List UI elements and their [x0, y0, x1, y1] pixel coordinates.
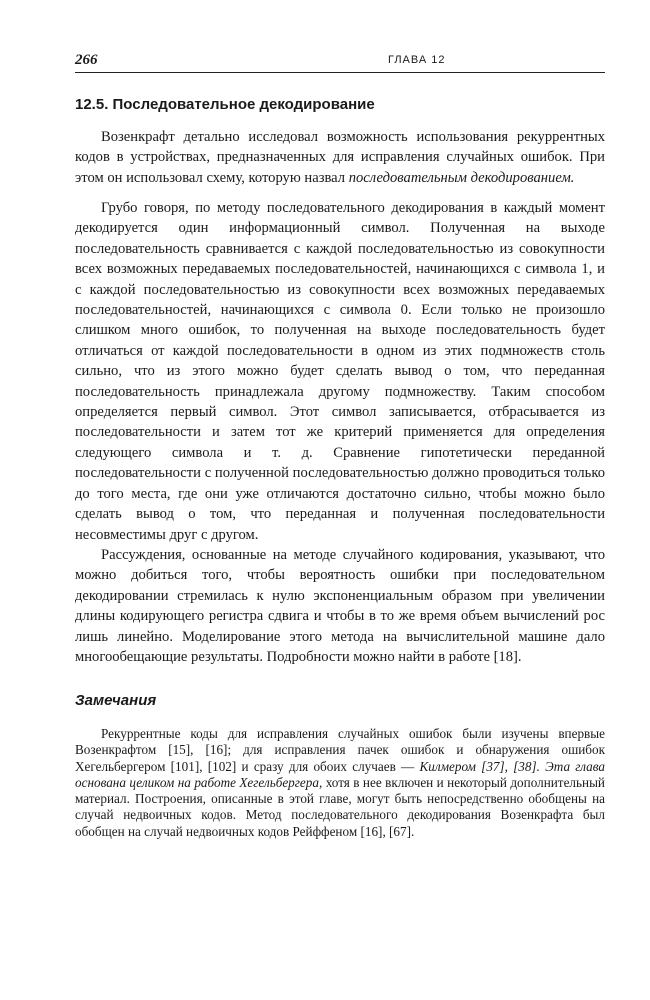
- notes-emphasis: Килмером [37], [38]. Эта глава основана целиком на работе Хегельбергера,: [75, 758, 605, 790]
- notes-tail: хотя в нее включен и некоторый дополнительный материал. Построения, описанные в этой главе, могут быть непосредственно обобщены на случай недвоичных кодов. Метод последовательного декодирования Возенкрафта был обобщен на случай недвоичных кодов Рейффеном [16], [67].: [75, 774, 605, 839]
- paragraph-1: [75, 127, 605, 188]
- notes-heading: Замечания: [75, 692, 157, 709]
- page-header: [75, 52, 605, 73]
- paragraph-2: Грубо говоря, по методу последовательного декодирования в каждый момент декодируется один информационный символ. Полученная на выходе последовательность сравнивается с каждой последовательностью из совокупности всех возможных передаваемых последовательностей, начинающихся с символа 1, и с каждой последовательностью из совокупности всех возможных передаваемых последовательностей, начинающихся с символа 0. Если только не произошло слишком много ошибок, то полученная на выходе последовательность будет отличаться от каждой последовательности в одном из этих подмножеств столь сильно, что из этого можно будет сделать вывод о том, что переданная последовательность принадлежала другому подмножеству. Таким способом определяется первый символ. Этот символ записывается, отбрасывается из последовательности и затем тот же критерий применяется для определения следующего символа и т. д. Сравнение гипотетически переданной последовательности с полученной последовательностью должно проводиться только до того места, где они уже отличаются достаточно сильно, чтобы можно было сделать вывод о том, что переданная и полученная последовательности несовместимы друг с другом.: [75, 200, 605, 543]
- paragraph-3: Рассуждения, основанные на методе случайного кодирования, указывают, что можно добиться того, чтобы вероятность ошибки при последовательном декодировании стремилась к нулю экспоненциальным образом при увеличении длины кодирующего регистра сдвига и чтобы в то же время объем вычислений рос лишь линейно. Моделирование этого метода на вычислительной машине дало многообещающие результаты. Подробности можно найти в работе [18].: [75, 547, 605, 666]
- notes-paragraph: [75, 726, 605, 840]
- paragraph-1-emphasis: последовательным декодированием.: [348, 169, 575, 186]
- section-heading: 12.5. Последовательное декодирование: [75, 96, 375, 113]
- running-head: ГЛАВА 12: [388, 54, 446, 66]
- paragraph-1-text: Возенкрафт детально исследовал возможность использования рекуррентных кодов в устройствах, предназначенных для исправления случайных ошибок. При этом он использовал схему, которую назвал: [75, 129, 605, 186]
- page-number: 266: [75, 52, 98, 68]
- notes-text: Рекуррентные коды для исправления случайных ошибок были изучены впервые Возенкрафтом [15], [16]; для исправления пачек ошибок и обнаружения ошибок Хегельбергером [101], [102] и сразу для обоих случаев —: [75, 726, 605, 774]
